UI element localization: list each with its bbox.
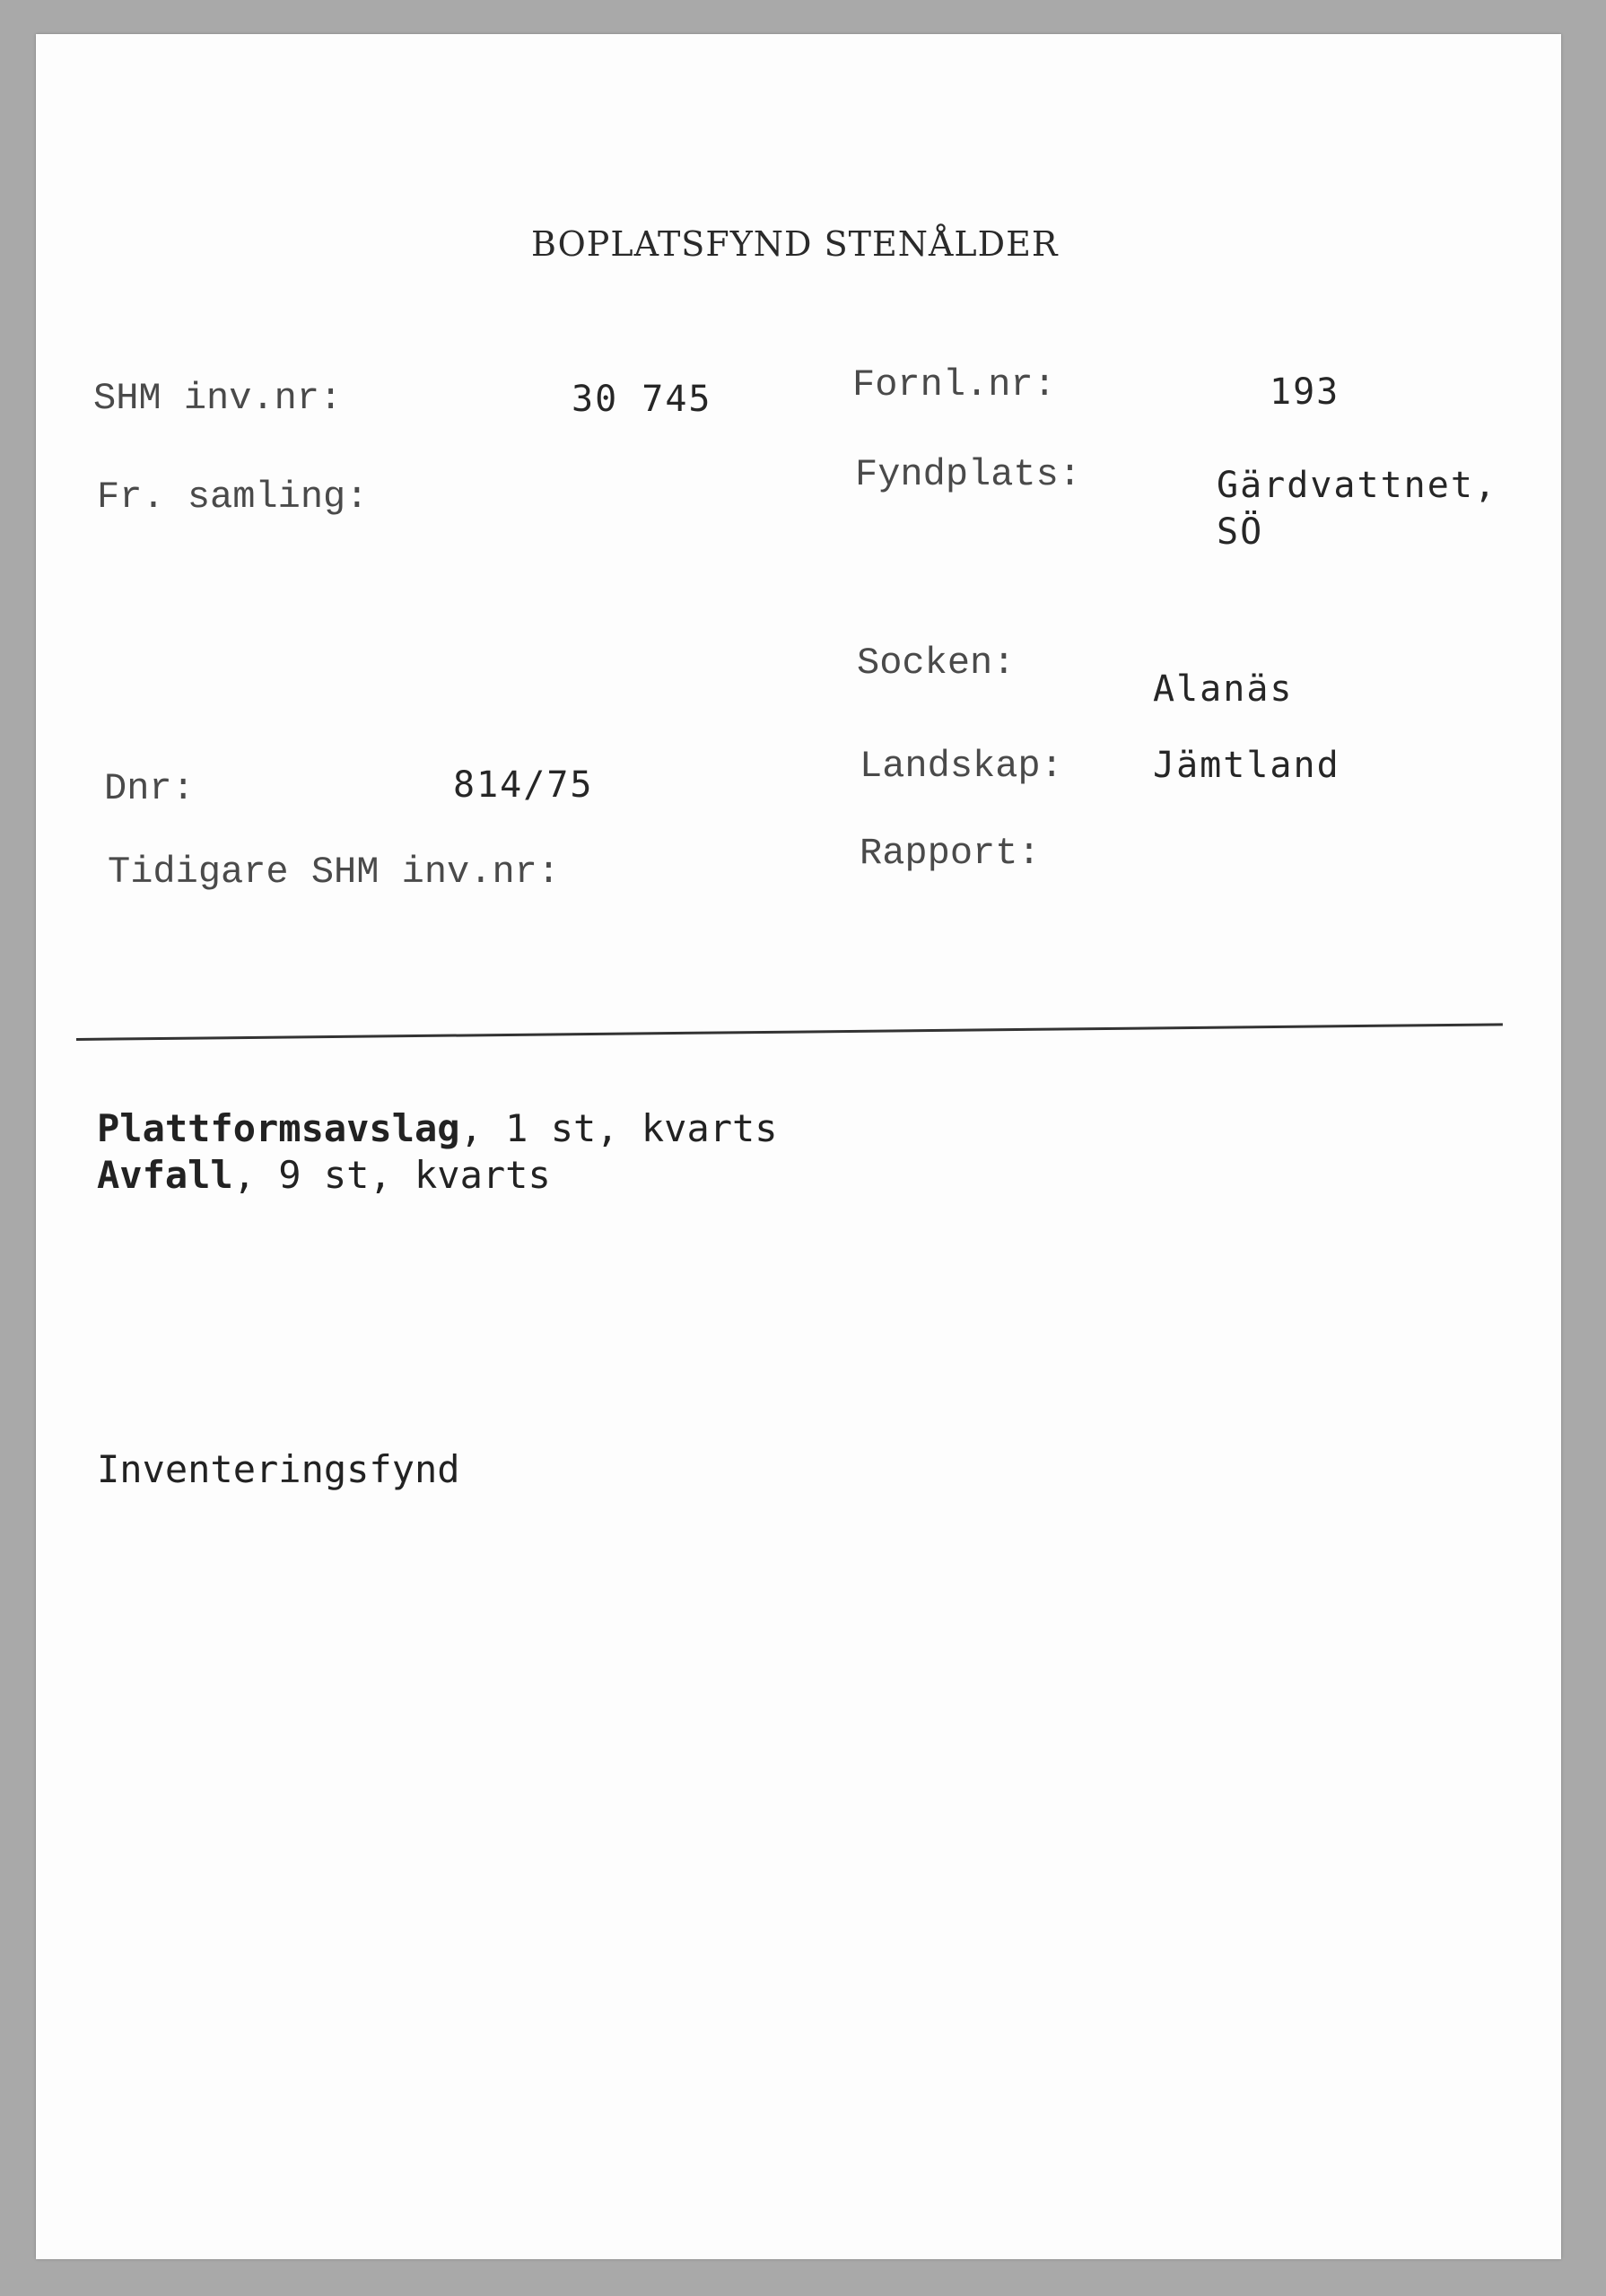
fyndplats-value-line2: SÖ	[1217, 511, 1264, 553]
find-item-name: Avfall	[97, 1153, 233, 1197]
socken-value: Alanäs	[1153, 668, 1294, 710]
finds-list	[97, 1105, 778, 1199]
landskap-label: Landskap:	[860, 745, 1063, 788]
shm-inv-label: SHM inv.nr:	[93, 377, 343, 420]
fornl-value: 193	[1270, 371, 1340, 413]
find-item-details: , 1 st, kvarts	[459, 1106, 778, 1150]
find-item-details: , 9 st, kvarts	[232, 1153, 551, 1197]
fr-samling-label: Fr. samling:	[97, 476, 369, 519]
dnr-value: 814/75	[453, 764, 594, 806]
fornl-label: Fornl.nr:	[852, 363, 1056, 406]
landskap-value: Jämtland	[1153, 745, 1340, 786]
find-note: Inventeringsfynd	[97, 1447, 460, 1491]
shm-inv-value: 30 745	[572, 379, 712, 420]
dnr-label: Dnr:	[104, 767, 195, 810]
socken-label: Socken:	[857, 642, 1016, 685]
fyndplats-value-line1: Gärdvattnet,	[1217, 465, 1497, 506]
find-item-name: Plattformsavslag	[97, 1106, 460, 1150]
fyndplats-label: Fyndplats:	[855, 453, 1082, 496]
find-item	[97, 1105, 778, 1152]
rapport-label: Rapport:	[860, 832, 1041, 875]
tidigare-shm-label: Tidigare SHM inv.nr:	[108, 851, 561, 894]
find-item	[97, 1152, 778, 1199]
card-heading: BOPLATSFYND STENÅLDER	[531, 224, 1059, 264]
